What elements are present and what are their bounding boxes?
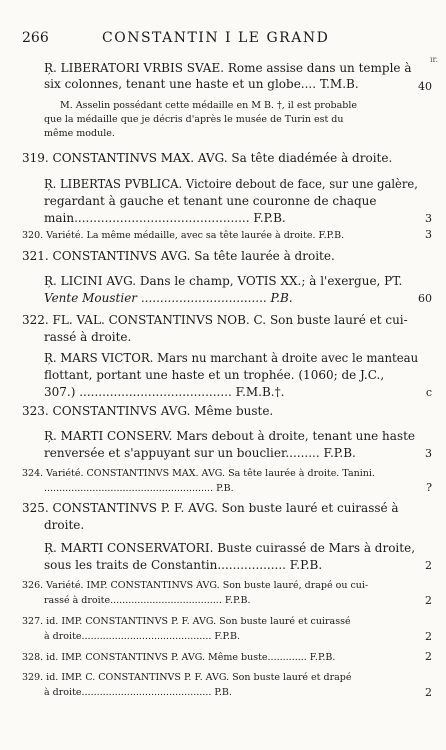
text-line: 322. FL. VAL. CONSTANTINVS NOB. C. Son buste lauré et cui- — [22, 313, 408, 327]
rarity-value: ? — [426, 481, 432, 494]
text-line: Ŗ. MARS VICTOR. Mars nu marchant à droite avec le manteau — [44, 351, 419, 365]
text-line: à droite........................................... P.B. — [44, 687, 232, 698]
text-line: droite. — [44, 518, 85, 532]
text-line: rassé à droite. — [44, 330, 132, 344]
text-line: renversée et s'appuyant sur un bouclier......... F.P.B. — [44, 446, 356, 460]
text-line: à droite........................................... F.P.B. — [44, 631, 240, 642]
text-line: Vente Moustier ................................. P.B. — [44, 291, 293, 305]
rarity-value: 3 — [425, 228, 432, 241]
text-line: sous les traits de Constantin.................. F.P.B. — [44, 558, 323, 572]
text-line: Ŗ. LIBERATORI VRBIS SVAE. Rome assise dans un temple à — [44, 61, 412, 75]
text-line: 307.) ........................................ F.M.B.†. — [44, 385, 285, 399]
rarity-value: 2 — [425, 594, 432, 607]
text-line: M. Asselin possédant cette médaille en M B. †, il est probable — [60, 100, 358, 111]
text-line: ........................................................ P.B. — [44, 483, 234, 494]
rarity-value: 60 — [418, 292, 432, 305]
text-line: 328. id. IMP. CONSTANTINVS P. AVG. Même buste............. F.P.B. — [22, 652, 336, 663]
text-line: regardant à gauche et tenant une couronne de chaque — [44, 194, 377, 208]
rarity-value: 2 — [425, 650, 432, 663]
rarity-value: 40 — [418, 80, 432, 93]
text-line: Ŗ. MARTI CONSERV. Mars debout à droite, tenant une haste — [44, 429, 416, 443]
text-line: 319. CONSTANTINVS MAX. AVG. Sa tête diadémée à droite. — [22, 151, 393, 165]
rarity-value: 3 — [425, 447, 432, 460]
rarity-value: 3 — [425, 212, 432, 225]
text-line: rassé à droite..................................... F.P.B. — [44, 595, 251, 606]
text-line: Ŗ. LICINI AVG. Dans le champ, VOTIS XX.; à l'exergue, PT. — [44, 274, 403, 288]
rarity-value: 2 — [425, 630, 432, 643]
text-line: 326. Variété. IMP. CONSTANTINVS AVG. Son buste lauré, drapé ou cui- — [22, 580, 369, 591]
text-line: 329. id. IMP. C. CONSTANTINVS P. F. AVG. Son buste lauré et drapé — [22, 672, 352, 683]
text-line: même module. — [44, 128, 115, 139]
text-line: 327. id. IMP. CONSTANTINVS P. F. AVG. Son buste lauré et cuirassé — [22, 616, 351, 627]
text-line: 324. Variété. CONSTANTINVS MAX. AVG. Sa tête laurée à droite. Tanini. — [22, 468, 375, 479]
text-line: 321. CONSTANTINVS AVG. Sa tête laurée à droite. — [22, 249, 335, 263]
text-line: 320. Variété. La même médaille, avec sa tête laurée à droite. F.P.B. — [22, 230, 345, 241]
edge-mark: ır. — [429, 55, 438, 64]
text-line: Ŗ. MARTI CONSERVATORI. Buste cuirassé de Mars à droite, — [44, 541, 416, 555]
rarity-value: 2 — [425, 559, 432, 572]
text-line: Ŗ. LIBERTAS PVBLICA. Victoire debout de face, sur une galère, — [44, 177, 418, 191]
page-number: 266 — [22, 30, 49, 46]
text-line: 325. CONSTANTINVS P. F. AVG. Son buste lauré et cuirassé à — [22, 501, 399, 515]
running-title: CONSTANTIN I LE GRAND — [102, 30, 330, 46]
page-header — [22, 30, 428, 50]
rarity-value: c — [425, 386, 432, 399]
text-line: 323. CONSTANTINVS AVG. Même buste. — [22, 404, 274, 418]
text-line: flottant, portant une haste et un trophée. (1060; de J.C., — [44, 368, 385, 382]
rarity-value: 2 — [425, 686, 432, 699]
text-line: que la médaille que je décris d'après le musée de Turin est du — [44, 114, 344, 125]
text-line: six colonnes, tenant une haste et un globe.... T.M.B. — [44, 77, 359, 91]
text-line: main.............................................. F.P.B. — [44, 211, 286, 225]
